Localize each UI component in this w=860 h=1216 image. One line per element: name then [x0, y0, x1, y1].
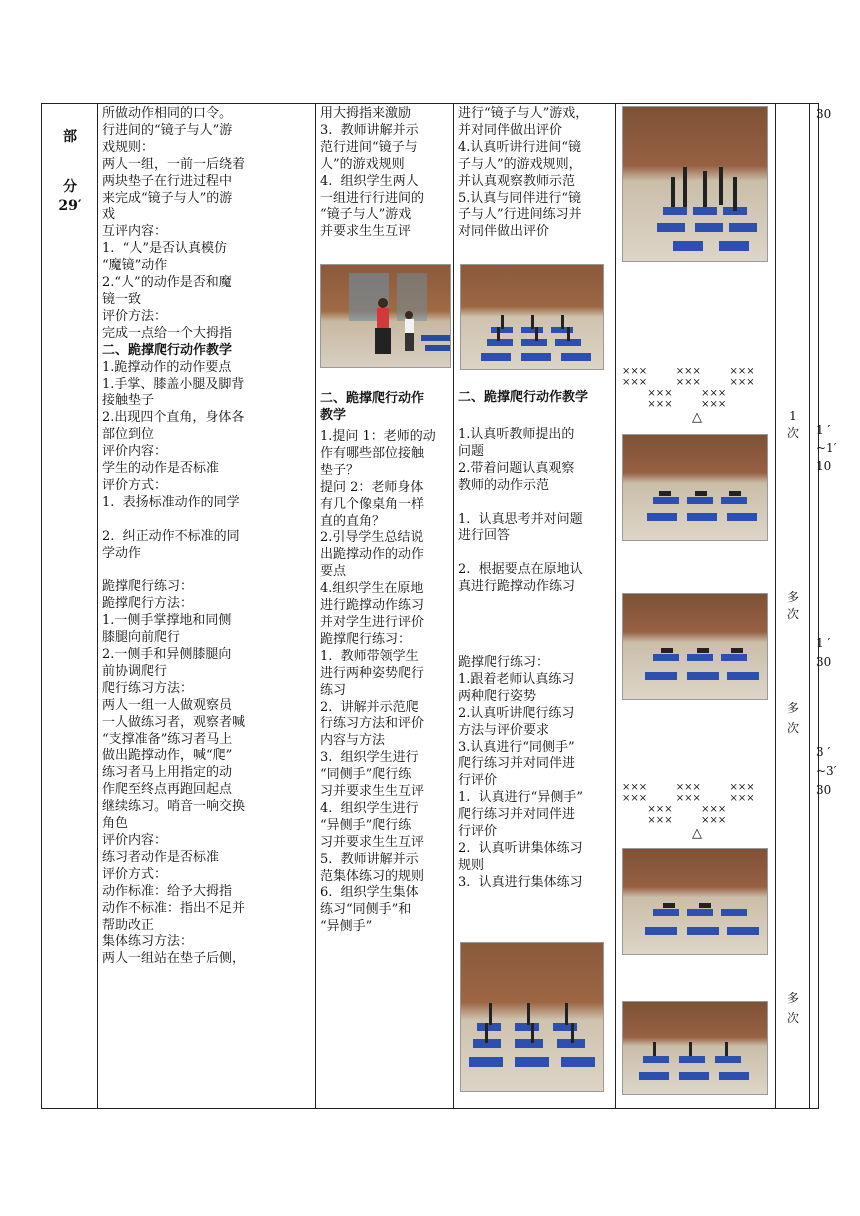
- text-line: 4.认真听讲行进间“镜: [458, 139, 582, 155]
- text-line: 进行“镜子与人”游戏，: [458, 106, 589, 121]
- time-value: ~3′: [816, 764, 837, 778]
- text-line: 2. 讲解并示范爬: [320, 699, 419, 715]
- text-line: “异侧手”: [320, 919, 373, 935]
- text-line: 1.认真听教师提出的: [458, 427, 575, 442]
- text-line: 2.一侧手和异侧膝腿向: [102, 647, 232, 662]
- text-line: 2. 认真听讲集体练习: [458, 840, 583, 856]
- formation-row: ××× ××× ×××: [622, 377, 755, 388]
- group-practice-photo: [460, 942, 604, 1092]
- formation-row: ××× ××× ×××: [622, 782, 755, 793]
- time-value: 30: [816, 783, 832, 797]
- text-line: 爬行练习方法：: [102, 680, 194, 696]
- text-line: 子与人”的游戏规则，: [458, 156, 582, 172]
- text-line: 3. 组织学生进行: [320, 750, 419, 766]
- reps-value: 次: [786, 721, 799, 735]
- content-column: [98, 104, 316, 1108]
- text-line: 2.“人”的动作是否和魔: [102, 275, 232, 291]
- text-line: 对同伴做出评价: [458, 224, 550, 240]
- text-line: 1. 认真思考并对问题: [458, 511, 583, 527]
- text-line: 作爬至终点再跑回起点: [102, 782, 233, 798]
- text-line: [458, 495, 611, 512]
- crawling-photo-1: [622, 848, 768, 955]
- repetitions-column: [776, 104, 810, 1108]
- text-line: 进行两种姿势爬行: [320, 665, 425, 681]
- text-line: 评价方式：: [102, 866, 168, 882]
- time-value: 1 ′: [816, 636, 831, 650]
- text-line: 跪撑爬行练习：: [320, 631, 412, 647]
- photo-crawling-2: [623, 849, 768, 955]
- text-line: 并认真观察教师示范: [458, 173, 576, 189]
- kneeling-photo-1: [622, 434, 768, 541]
- teacher-section-heading: [320, 391, 449, 425]
- reps-value: 次: [786, 1011, 799, 1025]
- reps-value: 次: [786, 607, 799, 621]
- text-line: 子与人”行进间练习并: [458, 207, 582, 223]
- text-line: 作有哪些部位接触: [320, 445, 425, 461]
- part-column: [42, 104, 98, 1108]
- text-line: 2.出现四个直角，身体各: [102, 410, 245, 426]
- time-value: 10: [816, 459, 832, 473]
- formation-row: ××× ×××: [622, 804, 727, 815]
- photo-mats: [461, 265, 604, 370]
- text-line: 二、跪撑爬行动作: [320, 391, 425, 406]
- text-line: 集体练习方法：: [102, 934, 194, 950]
- text-line: 爬行练习并对同伴进: [458, 807, 576, 823]
- reps-value: 多: [786, 590, 799, 604]
- text-line: 戏规则：: [102, 139, 155, 155]
- text-line: 跪撑爬行方法：: [102, 596, 194, 612]
- text-line: [102, 562, 311, 579]
- text-line: 练习“同侧手”和: [320, 902, 412, 918]
- text-line: 进行回答: [458, 528, 511, 544]
- reps-value: 1: [789, 409, 797, 423]
- text-line: 爬行练习并对同伴进: [458, 756, 576, 772]
- text-line: 5. 教师讲解并示: [320, 851, 419, 867]
- text-line: 膝腿向前爬行: [102, 630, 181, 646]
- text-line: [458, 545, 611, 562]
- part-label-2: 分: [63, 179, 77, 195]
- content-text: [102, 106, 311, 968]
- text-line: 直的直角？: [320, 513, 386, 529]
- text-line: 2. 纠正动作不标准的同: [102, 528, 240, 544]
- text-line: 1.跟着老师认真练习: [458, 671, 575, 687]
- reps-value: 多: [786, 991, 799, 1005]
- photo-students-standing: [623, 107, 768, 262]
- teacher-demo-photo: [320, 264, 451, 368]
- text-line: 来完成“镜子与人”的游: [102, 190, 233, 206]
- text-line: 4. 组织学生进行: [320, 800, 419, 816]
- student-text-mid: [458, 427, 611, 596]
- text-line: 1.手掌、膝盖小腿及脚背: [102, 376, 245, 392]
- text-line: 接触垫子: [102, 393, 155, 409]
- text-line: 提问 2：老师身体: [320, 479, 424, 495]
- teacher-marker: △: [692, 826, 702, 841]
- text-line: 3.认真进行“同侧手”: [458, 739, 575, 755]
- mirror-game-photo: [622, 106, 768, 262]
- crawling-photo-2: [622, 1001, 768, 1095]
- teacher-text-top: [320, 106, 449, 241]
- text-line: “镜子与人”游戏: [320, 207, 412, 223]
- text-line: 两人一组站在垫子后侧，: [102, 951, 246, 967]
- text-line: 并要求生生互评: [320, 224, 412, 240]
- text-line: 两块垫子在行进过程中: [102, 173, 233, 189]
- text-line: 并对学生进行评价: [320, 614, 425, 630]
- text-line: 习并要求生生互评: [320, 834, 425, 850]
- text-line: 做出跪撑动作，喊“爬”: [102, 748, 233, 764]
- photo-group: [461, 943, 604, 1092]
- text-line: 垫子？: [320, 462, 360, 478]
- text-line: 2. 根据要点在原地认: [458, 562, 583, 578]
- text-line: 跪撑爬行练习：: [458, 655, 550, 670]
- text-line: 4. 组织学生两人: [320, 173, 419, 189]
- text-line: 1.一侧手掌撑地和同侧: [102, 613, 232, 629]
- teacher-column: [316, 104, 454, 1108]
- time-value: 3 ′: [816, 745, 831, 759]
- text-line: 评价方式：: [102, 477, 168, 493]
- text-line: 动作标准：给予大拇指: [102, 883, 233, 899]
- text-line: 用大拇指来激励: [320, 106, 412, 121]
- text-line: 二、跪撑爬行动作教学: [102, 342, 233, 358]
- photo-figures: [321, 265, 451, 368]
- text-line: 所做动作相同的口令。: [102, 106, 233, 121]
- text-line: 2.带着问题认真观察: [458, 460, 575, 476]
- text-line: 戏: [102, 207, 116, 223]
- formation-row: ××× ×××: [622, 815, 727, 826]
- photo-group-crawl: [623, 1002, 768, 1095]
- text-line: “支撑准备”练习者马上: [102, 731, 233, 747]
- text-line: 行进间的“镜子与人”游: [102, 122, 233, 138]
- time-column: [810, 104, 860, 1108]
- formation-row: ××× ×××: [622, 399, 727, 410]
- text-line: 学生的动作是否标准: [102, 461, 220, 477]
- text-line: 评价方法：: [102, 308, 168, 324]
- formation-diagram-1: [622, 366, 772, 426]
- text-line: 行练习方法和评价: [320, 716, 425, 732]
- time-value: ~1′: [816, 441, 837, 455]
- text-line: 一组进行行进间的: [320, 190, 425, 206]
- time-value: 1 ′: [816, 423, 831, 437]
- text-line: “异侧手”爬行练: [320, 817, 412, 833]
- text-line: 习并要求生生互评: [320, 784, 425, 800]
- text-line: 互评内容：: [102, 224, 168, 240]
- text-line: 动作不标准：指出不足并: [102, 900, 246, 916]
- text-line: [102, 512, 311, 529]
- text-line: 方法与评价要求: [458, 722, 550, 738]
- text-line: 两人一组，一前一后绕着: [102, 156, 246, 172]
- text-line: 1.提问 1：老师的动: [320, 429, 436, 444]
- text-line: “魔镜”动作: [102, 258, 168, 274]
- text-line: 二、跪撑爬行动作教学: [458, 390, 589, 405]
- text-line: 1. 表扬标准动作的同学: [102, 494, 240, 510]
- text-line: 跪撑爬行练习：: [102, 579, 194, 595]
- text-line: 评价内容：: [102, 832, 168, 848]
- text-line: 内容与方法: [320, 733, 386, 749]
- text-line: “同侧手”爬行练: [320, 767, 412, 783]
- text-line: 1. “人”是否认真模仿: [102, 241, 227, 257]
- text-line: 练习者动作是否标准: [102, 849, 220, 865]
- text-line: 1. 教师带领学生: [320, 648, 419, 664]
- text-line: 6. 组织学生集体: [320, 885, 419, 901]
- text-line: 进行跪撑动作练习: [320, 598, 425, 614]
- text-line: 1.跪撑动作的动作要点: [102, 359, 232, 375]
- formation-row: ××× ×××: [622, 388, 727, 399]
- text-line: 范集体练习的规则: [320, 868, 425, 884]
- text-line: 行评价: [458, 824, 498, 840]
- part-label-1: 部: [63, 129, 77, 145]
- reps-value: 多: [786, 701, 799, 715]
- text-line: 前协调爬行: [102, 663, 168, 679]
- text-line: 出跪撑动作的动作: [320, 547, 425, 563]
- text-line: 并对同伴做出评价: [458, 122, 563, 138]
- text-line: 真进行跪撑动作练习: [458, 579, 576, 595]
- text-line: 行评价: [458, 773, 498, 789]
- text-line: 有几个像桌角一样: [320, 496, 425, 512]
- photo-kneeling: [623, 435, 768, 541]
- student-text-bottom: [458, 655, 611, 892]
- time-value: 30: [816, 655, 832, 669]
- text-line: 3. 认真进行集体练习: [458, 874, 583, 890]
- student-practice-photo: [460, 264, 604, 370]
- part-time: 29′: [58, 198, 82, 214]
- text-line: 镜一致: [102, 291, 142, 307]
- text-line: 问题: [458, 443, 485, 459]
- teacher-text-bottom: [320, 429, 449, 936]
- formation-diagram-2: [622, 782, 772, 842]
- student-section-heading: [458, 390, 611, 407]
- text-line: 4.组织学生在原地: [320, 581, 424, 597]
- text-line: 一人做练习者，观察者喊: [102, 714, 246, 730]
- text-line: 3. 教师讲解并示: [320, 122, 419, 138]
- text-line: 规则: [458, 857, 485, 873]
- time-value: 30: [816, 107, 832, 121]
- text-line: 继续练习。哨音一响交换: [102, 799, 246, 815]
- student-text-top: [458, 106, 611, 241]
- text-line: 学动作: [102, 545, 142, 561]
- text-line: 5.认真与同伴进行“镜: [458, 190, 582, 206]
- text-line: 2.引导学生总结说: [320, 530, 424, 546]
- text-line: 教师的动作示范: [458, 477, 550, 493]
- text-line: 要点: [320, 564, 347, 580]
- organization-column: [616, 104, 776, 1108]
- text-line: 教学: [320, 407, 347, 423]
- text-line: 完成一点给一个大拇指: [102, 325, 233, 341]
- teacher-marker: △: [692, 410, 702, 425]
- reps-value: 次: [786, 426, 799, 440]
- formation-row: ××× ××× ×××: [622, 793, 755, 804]
- text-line: 角色: [102, 816, 129, 832]
- text-line: 两人一组一人做观察员: [102, 697, 233, 713]
- photo-crawling: [623, 594, 768, 700]
- text-line: 2.认真听讲爬行练习: [458, 705, 575, 721]
- text-line: 部位到位: [102, 427, 155, 443]
- text-line: 练习: [320, 682, 347, 698]
- lesson-plan-table: [41, 103, 837, 1109]
- text-line: 评价内容：: [102, 444, 168, 460]
- text-line: 帮助改正: [102, 917, 155, 933]
- text-line: 1. 认真进行“异侧手”: [458, 790, 583, 806]
- text-line: 范行进间“镜子与: [320, 139, 418, 155]
- text-line: 人”的游戏规则: [320, 156, 405, 172]
- text-line: 练习者马上用指定的动: [102, 765, 233, 781]
- text-line: 两种爬行姿势: [458, 688, 537, 704]
- student-column: [454, 104, 616, 1108]
- formation-row: ××× ××× ×××: [622, 366, 755, 377]
- kneeling-photo-2: [622, 593, 768, 700]
